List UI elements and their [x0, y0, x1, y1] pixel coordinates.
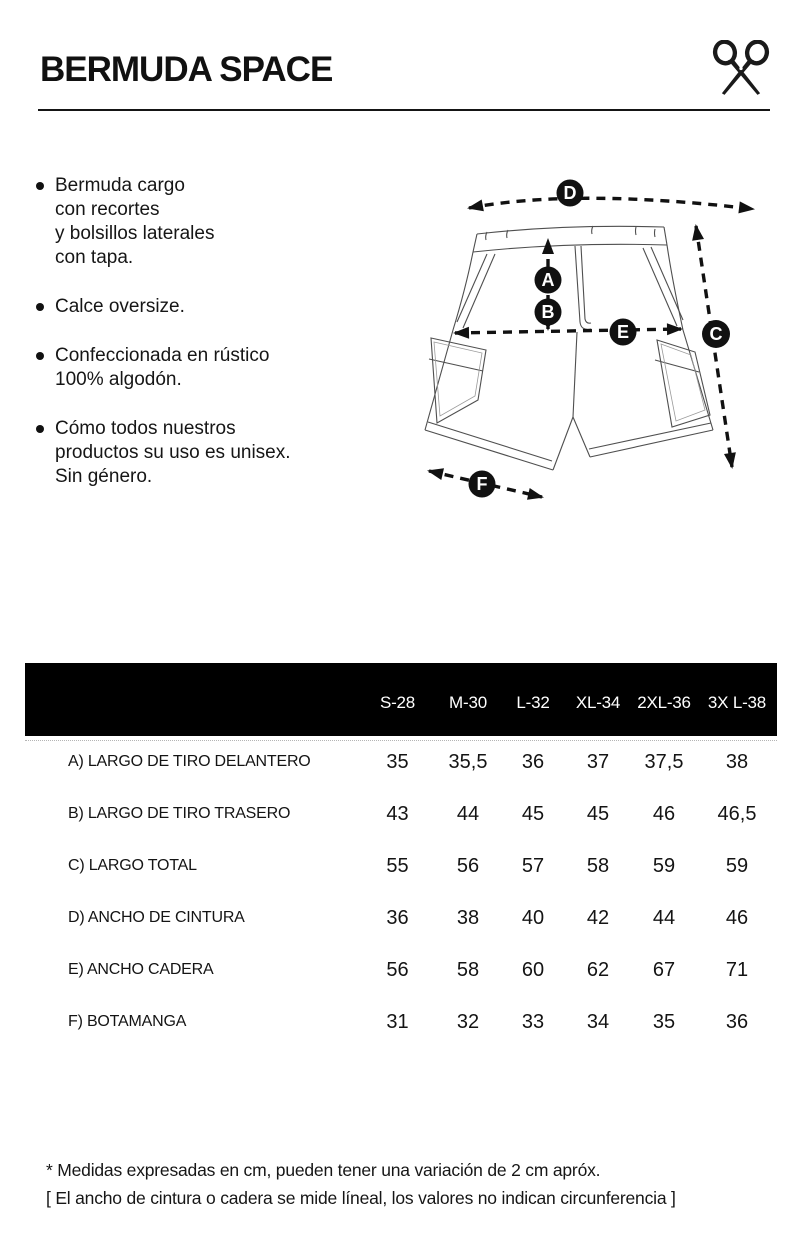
feature-line: con tapa.	[55, 247, 134, 268]
feature-text	[55, 174, 214, 270]
size-column-header: 3X L-38	[707, 693, 767, 712]
measurement-value: 36	[521, 750, 545, 773]
measurement-value: 34	[586, 1010, 610, 1033]
table-row	[25, 736, 777, 788]
measurement-label: D) ANCHO DE CINTURA	[68, 909, 245, 926]
feature-line: con recortes	[55, 199, 160, 220]
measurement-value: 32	[456, 1010, 480, 1033]
measurement-value: 33	[521, 1010, 545, 1033]
measurement-label: A) LARGO DE TIRO DELANTERO	[68, 753, 311, 770]
svg-text:D: D	[563, 183, 577, 203]
cargo-pockets	[429, 338, 710, 427]
footnote-line: [ El ancho de cintura o cadera se mide líneal, los valores no indican circunferencia ]	[46, 1188, 676, 1208]
feature-text	[55, 295, 185, 319]
measurement-value: 59	[725, 854, 749, 877]
svg-text:E: E	[616, 322, 630, 342]
measurement-value: 46	[725, 906, 749, 929]
measure-d-badge	[557, 180, 584, 207]
measurement-value: 58	[586, 854, 610, 877]
feature-text	[55, 344, 269, 392]
measurement-value: 44	[456, 802, 480, 825]
page-title: BERMUDA SPACE	[40, 50, 333, 89]
feature-line: y bolsillos laterales	[55, 223, 215, 244]
footnotes	[46, 1156, 676, 1212]
size-table-body	[25, 736, 777, 1048]
measurement-badges	[469, 180, 731, 498]
measurement-value: 56	[456, 854, 480, 877]
measurement-value: 37,5	[644, 750, 684, 773]
measure-d-arrow	[469, 198, 753, 209]
measurement-value: 44	[652, 906, 676, 929]
measurement-value: 58	[456, 958, 480, 981]
measurement-value: 59	[652, 854, 676, 877]
measure-b-badge	[535, 299, 562, 326]
measurement-label: F) BOTAMANGA	[68, 1013, 187, 1030]
table-row	[25, 840, 777, 892]
measurement-value: 45	[586, 802, 610, 825]
scissors-icon-svg	[710, 40, 772, 98]
measure-e-badge	[610, 319, 637, 346]
feature-line: 100% algodón.	[55, 369, 182, 390]
measure-c-badge	[702, 320, 730, 348]
size-column-header: S-28	[379, 693, 416, 712]
measurement-value: 71	[725, 958, 749, 981]
size-table-header	[25, 663, 777, 736]
measure-f-badge	[469, 471, 496, 498]
feature-line: Cómo todos nuestros	[55, 418, 236, 439]
measurement-value: 46	[652, 802, 676, 825]
measurement-value: 35	[652, 1010, 676, 1033]
measurement-value: 67	[652, 958, 676, 981]
bullet-icon	[36, 352, 44, 360]
measurement-value: 35	[386, 750, 409, 773]
feature-item-1	[36, 174, 406, 270]
measurement-value: 31	[386, 1010, 409, 1033]
measurement-value: 42	[586, 906, 610, 929]
svg-text:B: B	[541, 302, 555, 322]
feature-line: Sin género.	[55, 466, 153, 487]
feature-line: productos su uso es unisex.	[55, 442, 291, 463]
bullet-icon	[36, 182, 44, 190]
size-column-header: L-32	[516, 693, 550, 712]
measurement-value: 43	[386, 802, 409, 825]
measurement-value: 36	[725, 1010, 749, 1033]
measurement-value: 56	[386, 958, 409, 981]
measurement-value: 60	[521, 958, 545, 981]
measure-e-arrow	[455, 329, 681, 333]
measurement-value: 55	[386, 854, 409, 877]
table-row	[25, 996, 777, 1048]
measurement-value: 35,5	[448, 750, 488, 773]
measure-a-badge	[535, 267, 562, 294]
measurement-label: C) LARGO TOTAL	[68, 857, 197, 874]
size-column-header: 2XL-36	[637, 693, 691, 712]
shorts-measurement-diagram	[415, 162, 795, 512]
shorts-diagram-svg	[415, 162, 795, 512]
measurement-value: 45	[521, 802, 545, 825]
feature-list	[36, 174, 406, 514]
measurement-value: 36	[386, 906, 409, 929]
svg-text:A: A	[541, 270, 555, 290]
size-column-header: M-30	[449, 693, 487, 712]
feature-text	[55, 417, 291, 489]
svg-text:C: C	[709, 324, 723, 344]
feature-line: Confeccionada en rústico	[55, 345, 270, 366]
table-row	[25, 788, 777, 840]
bullet-icon	[36, 425, 44, 433]
measurement-value: 38	[725, 750, 749, 773]
bullet-icon	[36, 303, 44, 311]
feature-line: Calce oversize.	[55, 296, 185, 317]
measurement-value: 62	[586, 958, 610, 981]
size-column-header: XL-34	[575, 693, 621, 712]
footnote-line: * Medidas expresadas en cm, pueden tener una variación de 2 cm apróx.	[46, 1160, 601, 1180]
measurement-label: E) ANCHO CADERA	[68, 961, 214, 978]
feature-item-4	[36, 417, 406, 489]
measurement-value: 46,5	[717, 802, 757, 825]
table-row	[25, 892, 777, 944]
scissors-icon	[710, 40, 772, 98]
feature-item-2	[36, 295, 406, 319]
table-row	[25, 944, 777, 996]
svg-text:F: F	[476, 474, 488, 494]
measurement-value: 40	[521, 906, 545, 929]
header-divider	[38, 109, 770, 111]
shorts-outline	[425, 226, 713, 470]
feature-line: Bermuda cargo	[55, 175, 185, 196]
measurement-value: 57	[521, 854, 545, 877]
measurement-value: 38	[456, 906, 480, 929]
measurement-value: 37	[586, 750, 610, 773]
feature-item-3	[36, 344, 406, 392]
measurement-label: B) LARGO DE TIRO TRASERO	[68, 805, 291, 822]
